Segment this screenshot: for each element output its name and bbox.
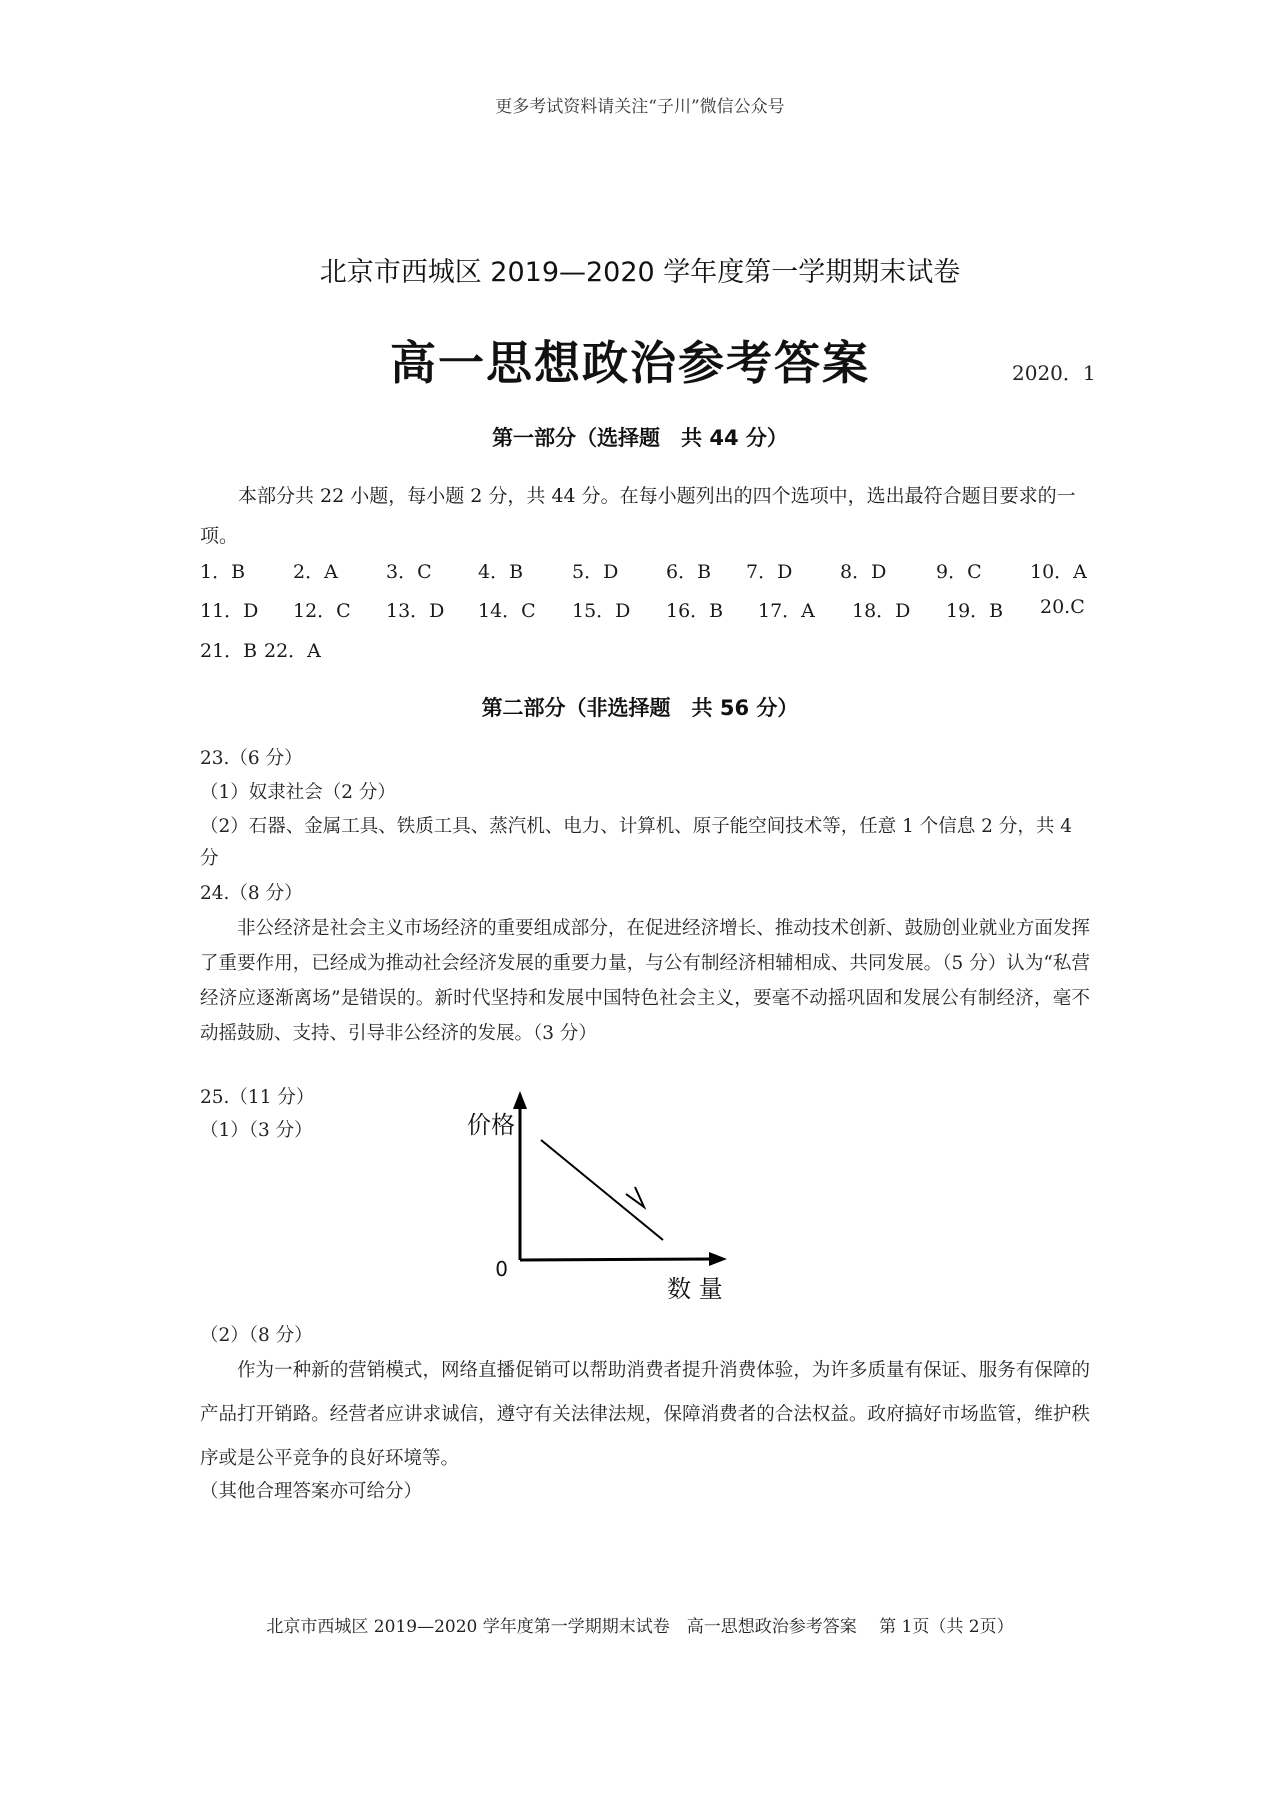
answer-item: 6．B [666, 561, 712, 583]
q24-text: 非公经济是社会主义市场经济的重要组成部分，在促进经济增长、推动技术创新、鼓励创业就业方面发挥了重要作用，已经成为推动社会经济发展的重要力量，与公有制经济相辅相成、共同发展。（5 分）认为“私营经济应逐渐离场”是错误的。新时代坚持和发展中国特色社会主义，要毫不动摇巩固和发展公有制经济，毫不动摇鼓励、支持、引导非公经济的发展。（3 分） [200, 918, 1090, 1044]
x-axis-label: 数 量 [667, 1275, 723, 1303]
q25-sub2: （2）（8 分） [200, 1325, 313, 1346]
answer-item: 18．D [852, 600, 911, 622]
answer-item: 7．D [746, 561, 793, 583]
answer-row-1 [200, 557, 1100, 595]
q23-sub2: （2）石器、金属工具、铁质工具、蒸汽机、电力、计算机、原子能空间技术等，任意 1 个信息 2 分，共 4 分 [200, 816, 1072, 869]
q23-label: 23.（6 分） [200, 748, 303, 769]
answer-item: 15．D [572, 600, 631, 622]
date: 2020．1 [1012, 361, 1096, 385]
watermark: 更多考试资料请关注“子川”微信公众号 [495, 97, 785, 117]
page-footer: 北京市西城区 2019—2020 学年度第一学期期末试卷 高一思想政治参考答案 第 1页（共 2页） [266, 1617, 1014, 1637]
y-axis-label: 价格 [467, 1111, 515, 1139]
answer-item: 11．D [200, 600, 259, 622]
answer-item: 10．A [1030, 561, 1087, 583]
part1-heading: 第一部分（选择题 共 44 分） [492, 426, 788, 450]
answer-item: 22．A [264, 640, 321, 662]
answer-row-3 [200, 636, 1100, 674]
part1-instructions: 本部分共 22 小题，每小题 2 分，共 44 分。在每小题列出的四个选项中，选出最符合题目要求的一项。 [200, 485, 1076, 547]
x-axis [520, 1259, 715, 1260]
answer-row-2 [200, 596, 1100, 634]
answer-item: 21．B [200, 640, 258, 662]
demand-diagram [430, 1085, 750, 1305]
q25-note: （其他合理答案亦可给分） [200, 1481, 423, 1502]
answer-item: 13．D [386, 600, 445, 622]
part2-heading: 第二部分（非选择题 共 56 分） [481, 696, 799, 720]
q24-label: 24.（8 分） [200, 883, 303, 904]
answer-item: 20.C [1040, 596, 1085, 618]
q25-sub1: （1）（3 分） [200, 1120, 313, 1141]
answer-item: 17．A [758, 600, 815, 622]
q23-sub1: （1）奴隶社会（2 分） [200, 782, 396, 803]
answer-item: 19．B [946, 600, 1004, 622]
x-axis-arrow-icon [709, 1252, 727, 1266]
q25-label: 25.（11 分） [200, 1087, 315, 1108]
answer-item: 3．C [386, 561, 432, 583]
answer-item: 16．B [666, 600, 724, 622]
answer-item: 4．B [478, 561, 524, 583]
q25-text: 作为一种新的营销模式，网络直播促销可以帮助消费者提升消费体验，为许多质量有保证、服务有保障的产品打开销路。经营者应讲求诚信，遵守有关法律法规，保障消费者的合法权益。政府搞好市场监管，维护秩序或是公平竞争的良好环境等。 [200, 1360, 1090, 1469]
answer-item: 1．B [200, 561, 246, 583]
answer-item: 12．C [293, 600, 351, 622]
answer-item: 2．A [293, 561, 338, 583]
demand-curve [541, 1140, 663, 1240]
answer-item: 9．C [936, 561, 982, 583]
y-axis-arrow-icon [513, 1091, 527, 1109]
answer-item: 5．D [572, 561, 619, 583]
exam-subtitle: 北京市西城区 2019—2020 学年度第一学期期末试卷 [319, 257, 961, 288]
answer-item: 14．C [478, 600, 536, 622]
direction-arrow-icon [626, 1187, 644, 1207]
page-title: 高一思想政治参考答案 [390, 336, 870, 390]
answer-item: 8．D [840, 561, 887, 583]
origin-label: 0 [495, 1257, 508, 1281]
